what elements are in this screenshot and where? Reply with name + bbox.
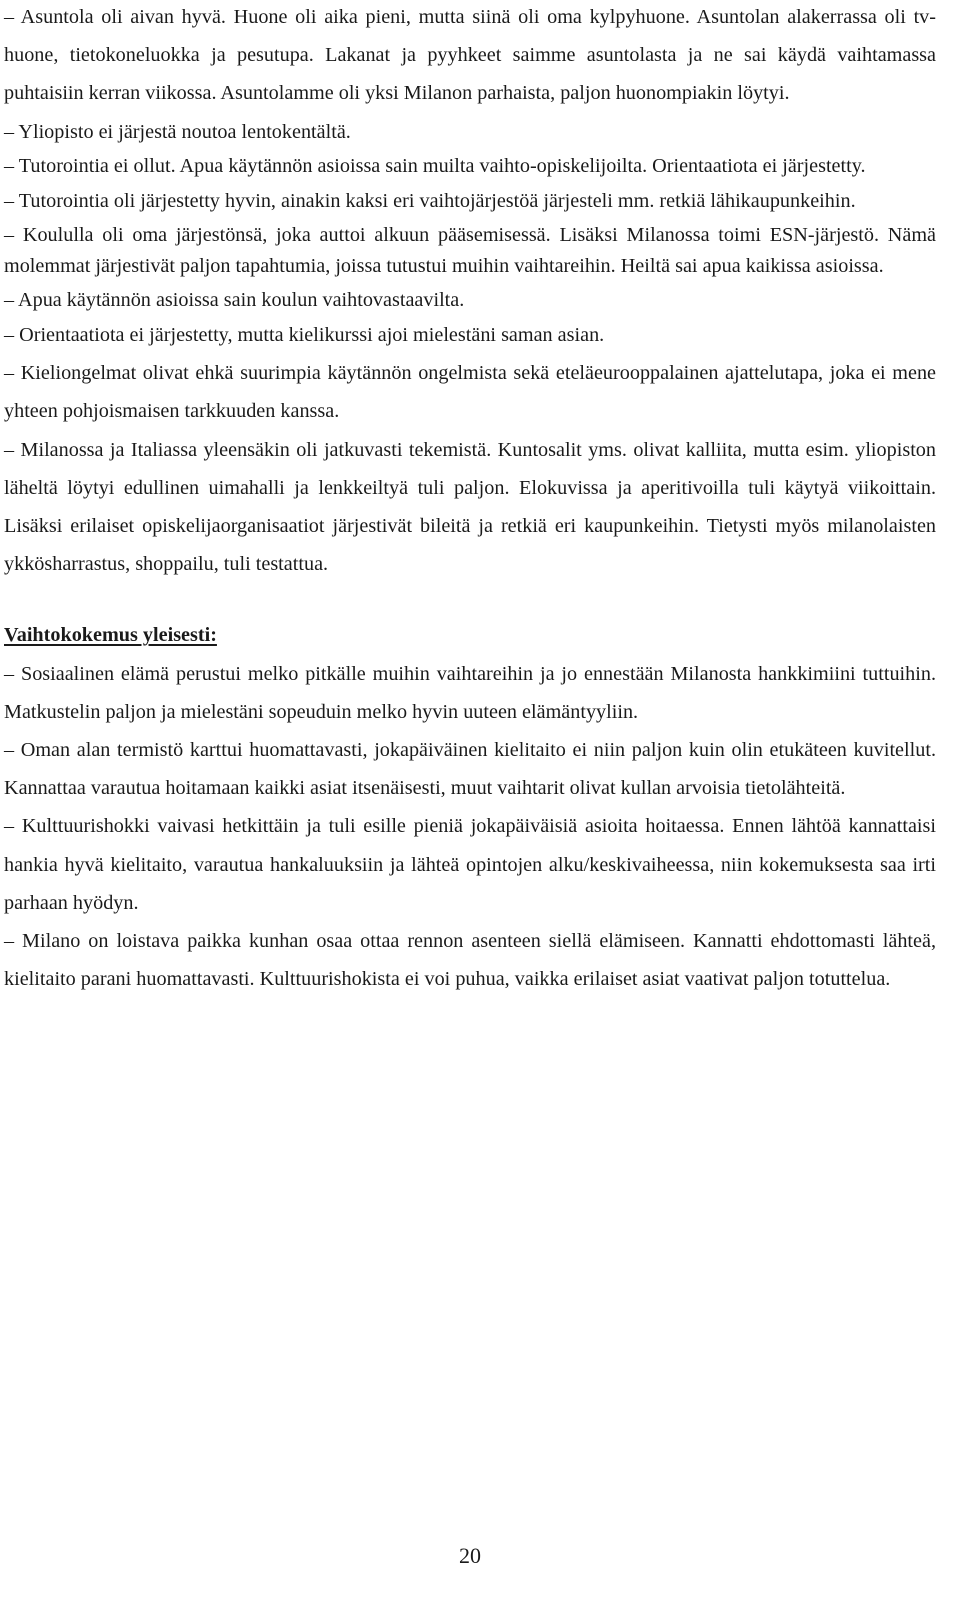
paragraph-sosiaalinen: – Sosiaalinen elämä perustui melko pitkälle muihin vaihtareihin ja jo ennestään Milanosta hankkimiini tuttuihin. Matkustelin paljon ja mielestäni sopeuduin melko hyvin uuteen elämäntyyliin. [4,662,936,723]
paragraph-noutoa: – Yliopisto ei järjestä noutoa lentokentältä. [4,120,351,143]
page-content [4,0,936,998]
paragraph-termisto: – Oman alan termistö karttui huomattavasti, jokapäiväinen kielitaito ei niin paljon kuin olin etukäteen kuvitellut. Kannattaa varautua hoitamaan kaikki asiat itsenäisesti, muut vaihtarit olivat kullan arvoisia tietolähteitä. [4,738,936,800]
paragraph-koululla: – Koululla oli oma järjestönsä, joka auttoi alkuun pääsemisessä. Lisäksi Milanossa toimi ESN-järjestö. Nämä molemmat järjestivät paljon tapahtumia, joissa tutustui muihin vaihtareihin. Heiltä sai apua kaikissa asioissa. [4,224,936,277]
paragraph-milanossa: – Milanossa ja Italiassa yleensäkin oli jatkuvasti tekemistä. Kuntosalit yms. olivat kalliita, mutta esim. yliopiston läheltä löytyi edullinen uimahalli ja lenkkeiltyä tuli paljon. Elokuvissa ja aperitivoilla tuli käytyä viikoittain. Lisäksi erilaiset opiskelijaorganisaatiot järjestivät bileitä ja retkiä eri kaupunkeihin. Tietysti myös milanolaisten ykkösharrastus, shoppailu, tuli testattua. [4,438,936,576]
paragraph-tutorointia-oli: – Tutorointia oli järjestetty hyvin, ainakin kaksi eri vaihtojärjestöä järjesteli mm. retkiä lähikaupunkeihin. [4,189,856,212]
paragraph-asuntola: – Asuntola oli aivan hyvä. Huone oli aika pieni, mutta siinä oli oma kylpyhuone. Asuntolan alakerrassa oli tv-huone, tietokoneluokka ja pesutupa. Lakanat ja pyyhkeet saimme asuntolasta ja ne sai käydä vaihtamassa puhtaisiin kerran viikossa. Asuntolamme oli yksi Milanon parhaista, paljon huonompiakin löytyi. [4,6,936,105]
paragraph-kulttuurishokki: – Kulttuurishokki vaivasi hetkittäin ja tuli esille pieniä jokapäiväisiä asioita hoitaessa. Ennen lähtöä kannattaisi hankia hyvä kielitaito, varautua hankaluuksiin ja lähteä opintojen alku/keskivaiheessa, niin kokemuksesta saa irti parhaan hyödyn. [4,815,936,914]
paragraph-milano: – Milano on loistava paikka kunhan osaa ottaa rennon asenteen siellä elämiseen. Kannatti ehdottomasti lähteä, kielitaito parani huomattavasti. Kulttuurishokista ei voi puhua, vaikka erilaiset asiat vaativat paljon totuttelua. [4,929,936,991]
paragraph-tutorointia-ei: – Tutorointia ei ollut. Apua käytännön asioissa sain muilta vaihto-opiskelijoilta. Orientaatiota ei järjestetty. [4,155,866,178]
page-number: 20 [459,1543,481,1568]
section-heading: Vaihtokokemus yleisesti: [4,624,217,647]
paragraph-orientaatiota: – Orientaatiota ei järjestetty, mutta kielikurssi ajoi mielestäni saman asian. [4,323,605,346]
paragraph-apua: – Apua käytännön asioissa sain koulun vaihtovastaavilta. [4,289,465,312]
paragraph-kieliongelmat: – Kieliongelmat olivat ehkä suurimpia käytännön ongelmista sekä eteläeurooppalainen ajattelutapa, joka ei mene yhteen pohjoismaisen tarkkuuden kanssa. [4,362,936,423]
